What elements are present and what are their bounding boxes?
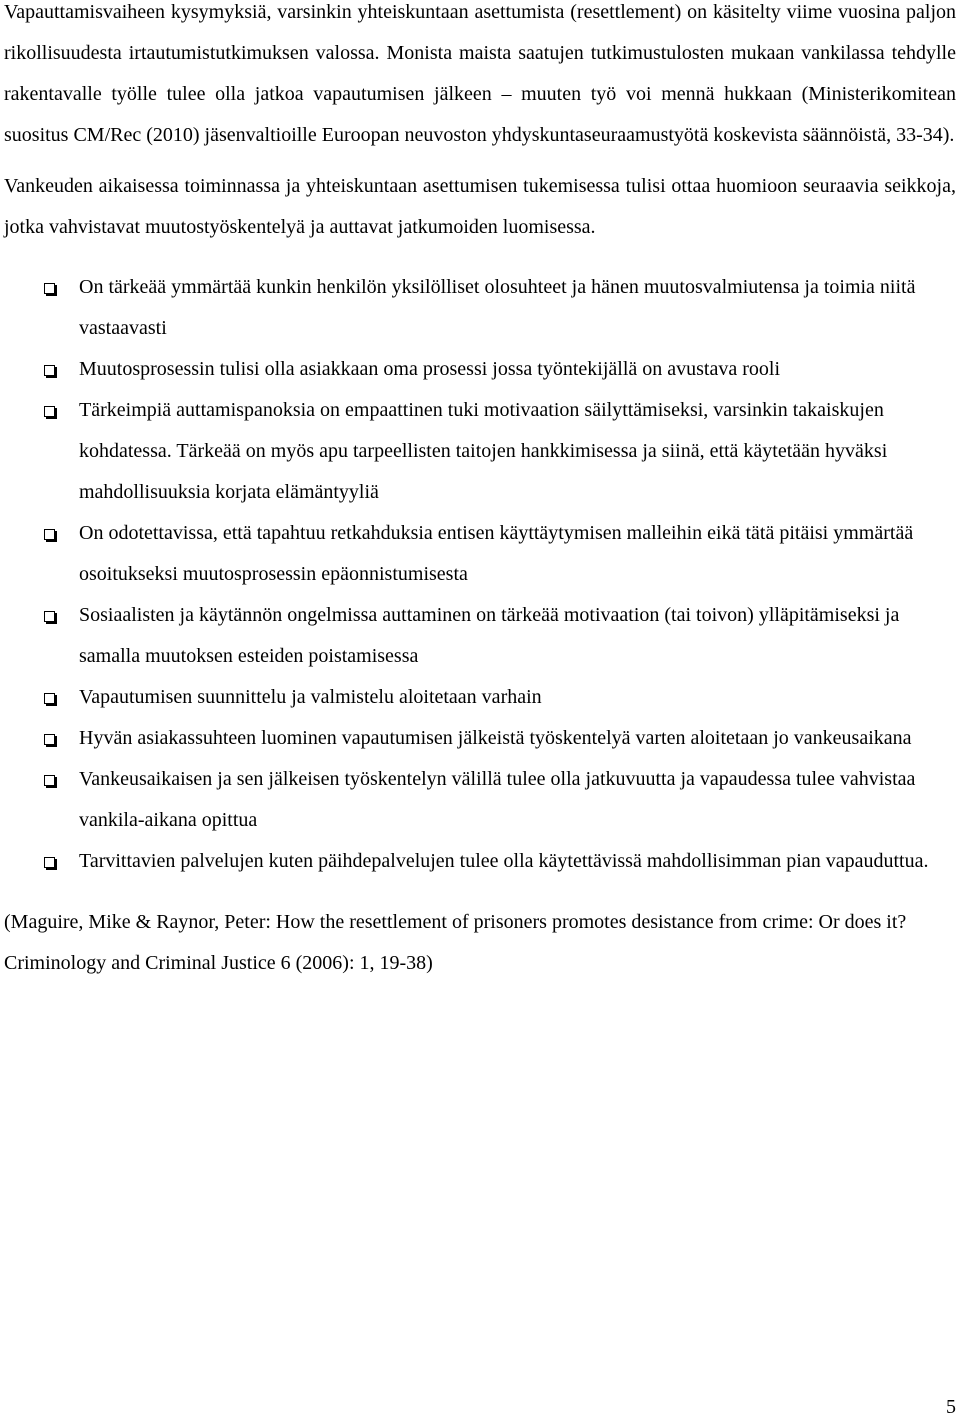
list-item [4,841,956,882]
list-item [4,513,956,595]
checkbox-bullet-icon [44,406,55,417]
checkbox-bullet-icon [44,529,55,540]
list-item-text: Tärkeimpiä auttamispanoksia on empaattinen tuki motivaation säilyttämiseksi, varsinkin takaiskujen kohdatessa. Tärkeää on myös apu tarpeellisten taitojen hankkimisessa ja siinä, että käytetään hyväksi mahdollisuuksia korjata elämäntyyliä [79,399,888,503]
list-item [4,595,956,677]
list-item-text: Hyvän asiakassuhteen luominen vapautumisen jälkeistä työskentelyä varten aloitetaan jo vankeusaikana [79,727,912,749]
bullet-list [4,267,956,882]
checkbox-bullet-icon [44,611,55,622]
list-item-text: Tarvittavien palvelujen kuten päihdepalvelujen tulee olla käytettävissä mahdollisimman pian vapauduttua. [79,850,929,872]
second-paragraph: Vankeuden aikaisessa toiminnassa ja yhteiskuntaan asettumisen tukemisessa tulisi ottaa huomioon seuraavia seikkoja, jotka vahvistavat muutostyöskentelyä ja auttavat jatkumoiden luomisessa. [4,175,956,238]
list-item [4,718,956,759]
reference-citation: (Maguire, Mike & Raynor, Peter: How the resettlement of prisoners promotes desistance from crime: Or does it? Criminology and Criminal Justice 6 (2006): 1, 19-38) [4,911,907,974]
list-item-text: Vankeusaikaisen ja sen jälkeisen työskentelyn välillä tulee olla jatkuvuutta ja vapaudessa tulee vahvistaa vankila-aikana opittua [79,768,916,831]
list-item-text: Vapautumisen suunnittelu ja valmistelu aloitetaan varhain [79,686,542,708]
list-item [4,267,956,349]
list-item-text: On odotettavissa, että tapahtuu retkahduksia entisen käyttäytymisen malleihin eikä tätä pitäisi ymmärtää osoitukseksi muutosprosessin epäonnistumisesta [79,522,914,585]
checkbox-bullet-icon [44,734,55,745]
list-item [4,349,956,390]
checkbox-bullet-icon [44,857,55,868]
checkbox-bullet-icon [44,283,55,294]
document-page [4,0,956,984]
list-item [4,390,956,513]
list-item [4,759,956,841]
checkbox-bullet-icon [44,775,55,786]
list-item-text: On tärkeää ymmärtää kunkin henkilön yksilölliset olosuhteet ja hänen muutosvalmiutensa ja toimia niitä vastaavasti [79,276,916,339]
list-item-text: Sosiaalisten ja käytännön ongelmissa auttaminen on tärkeää motivaation (tai toivon) ylläpitämiseksi ja samalla muutoksen esteiden poistamisessa [79,604,900,667]
list-item-text: Muutosprosessin tulisi olla asiakkaan oma prosessi jossa työntekijällä on avustava rooli [79,358,781,380]
checkbox-bullet-icon [44,693,55,704]
checkbox-bullet-icon [44,365,55,376]
page-number: 5 [946,1396,956,1418]
list-item [4,677,956,718]
intro-paragraph: Vapauttamisvaiheen kysymyksiä, varsinkin yhteiskuntaan asettumista (resettlement) on käsitelty viime vuosina paljon rikollisuudesta irtautumistutkimuksen valossa. Monista maista saatujen tutkimustulosten mukaan vankilassa tehdylle rakentavalle työlle tulee olla jatkoa vapautumisen jälkeen – muuten työ voi mennä hukkaan (Ministerikomitean suositus CM/Rec (2010) jäsenvaltioille Euroopan neuvoston yhdyskuntaseuraamustyötä koskevista säännöistä, 33-34). [4,1,956,146]
